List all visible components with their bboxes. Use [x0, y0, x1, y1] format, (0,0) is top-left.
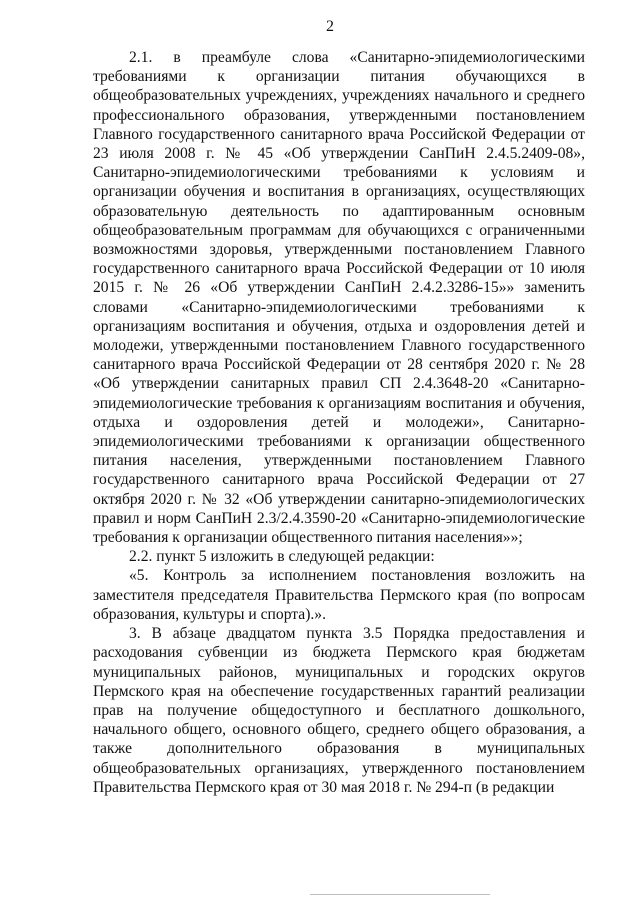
paragraph-3: 3. В абзаце двадцатом пункта 3.5 Порядка предоставления и расходования субвенции из бюджета Пермского края бюджетам муниципальных районов, муниципальных и городских округов Пермского края на обеспечение государственных гарантий реализации прав на получение общедоступного и бесплатного дошкольного, начального общего, основного общего, среднего общего образования, а также дополнительного образования в муниципальных общеобразовательных организациях, утвержденного постановлением Правительства Пермского края от 30 мая 2018 г. № 294-п (в редакции [93, 625, 585, 796]
scan-edge-mark [310, 894, 490, 895]
paragraph-quote-5: «5. Контроль за исполнением постановления возложить на заместителя председателя Правительства Пермского края (по вопросам образования, культуры и спорта).». [93, 567, 585, 623]
page-number: 2 [326, 18, 334, 35]
paragraph-2-2: 2.2. пункт 5 изложить в следующей редакции: [129, 548, 435, 566]
paragraph-2-1: 2.1. в преамбуле слова «Санитарно-эпидемиологическими требованиями к организации питания обучающихся в общеобразовательных учреждениях, учреждениях начального и среднего профессионального образования, утвержденными постановлением Главного государственного санитарного врача Российской Федерации от 23 июля 2008 г. № 45 «Об утверждении СанПиН 2.4.5.2409-08», Санитарно-эпидемиологическими требованиями к условиям и организации обучения и воспитания в организациях, осуществляющих образовательную деятельность по адаптированным основным общеобразовательным программам для обучающихся с ограниченными возможностями здоровья, утвержденными постановлением Главного государственного санитарного врача Российской Федерации от 10 июля 2015 г. № 26 «Об утверждении СанПиН 2.4.2.3286-15»» заменить словами «Санитарно-эпидемиологическими требованиями к организациям воспитания и обучения, отдыха и оздоровления детей и молодежи, утвержденными постановлением Главного государственного санитарного врача Российской Федерации от 28 сентября 2020 г. № 28 «Об утверждении санитарных правил СП 2.4.3648-20 «Санитарно-эпидемиологические требования к организациям воспитания и обучения, отдыха и оздоровления детей и молодежи», Санитарно-эпидемиологическими требованиями к организации общественного питания населения, утвержденными постановлением Главного государственного санитарного врача Российской Федерации от 27 октября 2020 г. № 32 «Об утверждении санитарно-эпидемиологических правил и норм СанПиН 2.3/2.4.3590-20 «Санитарно-эпидемиологические требования к организации общественного питания населения»»; [93, 49, 585, 547]
document-body [93, 48, 585, 797]
